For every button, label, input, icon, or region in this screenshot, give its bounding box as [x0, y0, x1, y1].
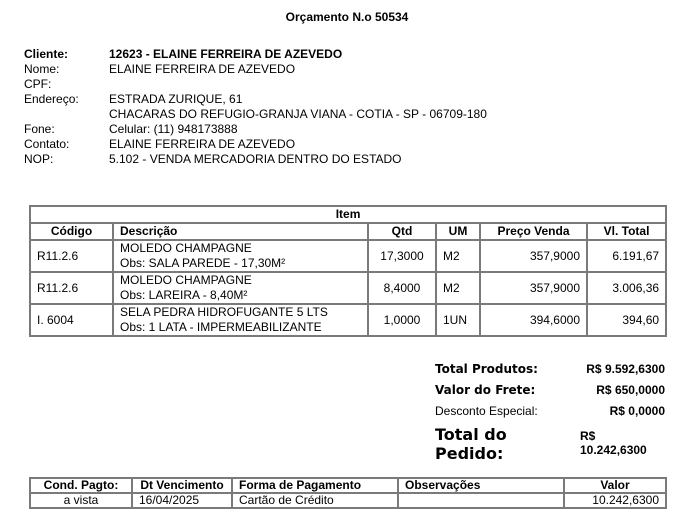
cliente-value: 12623 - ELAINE FERREIRA DE AZEVEDO [109, 47, 343, 61]
fone-row [24, 122, 487, 137]
total-produtos-row [435, 362, 665, 383]
item-obs: Obs: SALA PAREDE - 17,30M² [120, 256, 286, 270]
items-caption-row [30, 206, 666, 223]
header-qtd: Qtd [368, 223, 436, 240]
total-pedido-row [435, 425, 665, 463]
cell-vl-total: 6.191,67 [587, 240, 666, 272]
items-table [29, 205, 667, 337]
endereco-line1: ESTRADA ZURIQUE, 61 [109, 92, 243, 106]
header-vl-total: Vl. Total [587, 223, 666, 240]
item-obs: Obs: LAREIRA - 8,40M² [120, 288, 248, 302]
nop-label: NOP: [24, 152, 54, 166]
customer-info [24, 47, 487, 167]
cell-um: M2 [436, 272, 480, 304]
item-description: MOLEDO CHAMPAGNE [120, 241, 252, 255]
cell-vl-total: 3.006,36 [587, 272, 666, 304]
items-caption [30, 206, 666, 223]
item-description: MOLEDO CHAMPAGNE [120, 273, 252, 287]
nome-value: ELAINE FERREIRA DE AZEVEDO [109, 62, 296, 76]
cell-cond-pagto: a vista [30, 493, 132, 508]
total-produtos-value: R$ 9.592,6300 [586, 362, 665, 376]
header-codigo: Código [30, 223, 113, 240]
cell-descricao [113, 304, 368, 336]
nop-row [24, 152, 487, 167]
cell-observacoes [398, 493, 564, 508]
header-cond-pagto: Cond. Pagto: [30, 478, 132, 493]
cell-preco-venda: 357,9000 [480, 272, 587, 304]
cell-forma-pagamento: Cartão de Crédito [232, 493, 398, 508]
header-preco-venda: Preço Venda [480, 223, 587, 240]
cell-vl-total: 394,60 [587, 304, 666, 336]
cpf-label: CPF: [24, 77, 52, 91]
cliente-row [24, 47, 487, 62]
cell-preco-venda: 394,6000 [480, 304, 587, 336]
desconto-row [435, 404, 665, 425]
valor-frete-value: R$ 650,0000 [596, 383, 665, 397]
payment-header-row [30, 478, 666, 493]
fone-value: Celular: (11) 948173888 [109, 122, 238, 136]
nop-value: 5.102 - VENDA MERCADORIA DENTRO DO ESTADO [109, 152, 402, 166]
fone-label: Fone: [24, 122, 55, 136]
table-row [30, 304, 666, 336]
total-produtos-label: Total Produtos: [435, 362, 538, 376]
header-um: UM [436, 223, 480, 240]
item-obs: Obs: 1 LATA - IMPERMEABILIZANTE [120, 320, 322, 334]
totals-section [435, 362, 665, 463]
table-row [30, 240, 666, 272]
payment-table [29, 477, 667, 509]
contato-row [24, 137, 487, 152]
nome-label: Nome: [24, 62, 60, 76]
endereco-row [24, 92, 487, 107]
endereco-row-2 [24, 107, 487, 122]
cell-um: 1UN [436, 304, 480, 336]
endereco-label: Endereço: [24, 92, 79, 106]
cell-preco-venda: 357,9000 [480, 240, 587, 272]
cell-qtd: 1,0000 [368, 304, 436, 336]
header-observacoes: Observações [398, 478, 564, 493]
valor-frete-row [435, 383, 665, 404]
contato-label: Contato: [24, 137, 70, 151]
header-forma-pagamento: Forma de Pagamento [232, 478, 398, 493]
desconto-label: Desconto Especial: [435, 404, 538, 418]
nome-row [24, 62, 487, 77]
contato-value: ELAINE FERREIRA DE AZEVEDO [109, 137, 296, 151]
cell-descricao [113, 240, 368, 272]
table-row [30, 493, 666, 508]
header-valor: Valor [564, 478, 666, 493]
cell-um: M2 [436, 240, 480, 272]
cpf-row [24, 77, 487, 92]
endereco-spacer [24, 107, 109, 122]
cell-descricao [113, 272, 368, 304]
header-dt-vencimento: Dt Vencimento [132, 478, 232, 493]
cell-codigo: I. 6004 [30, 304, 113, 336]
cell-codigo: R11.2.6 [30, 240, 113, 272]
cell-qtd: 17,3000 [368, 240, 436, 272]
cell-qtd: 8,4000 [368, 272, 436, 304]
endereco-line2: CHACARAS DO REFUGIO-GRANJA VIANA - COTIA - SP - 06709-180 [109, 107, 487, 121]
item-description: SELA PEDRA HIDROFUGANTE 5 LTS [120, 305, 328, 319]
desconto-value: R$ 0,0000 [609, 404, 665, 418]
cell-codigo: R11.2.6 [30, 272, 113, 304]
cell-dt-vencimento: 16/04/2025 [132, 493, 232, 508]
total-pedido-label: Total do Pedido: [435, 425, 507, 463]
document-title: Orçamento N.o 50534 [285, 10, 409, 24]
cliente-label: Cliente: [24, 47, 69, 61]
valor-frete-label: Valor do Frete: [435, 383, 536, 397]
cell-valor: 10.242,6300 [564, 493, 666, 508]
total-pedido-value: R$ 10.242,6300 [579, 429, 647, 457]
items-caption-text: Item [335, 207, 361, 221]
items-header-row [30, 223, 666, 240]
table-row [30, 272, 666, 304]
header-descricao: Descrição [113, 223, 368, 240]
